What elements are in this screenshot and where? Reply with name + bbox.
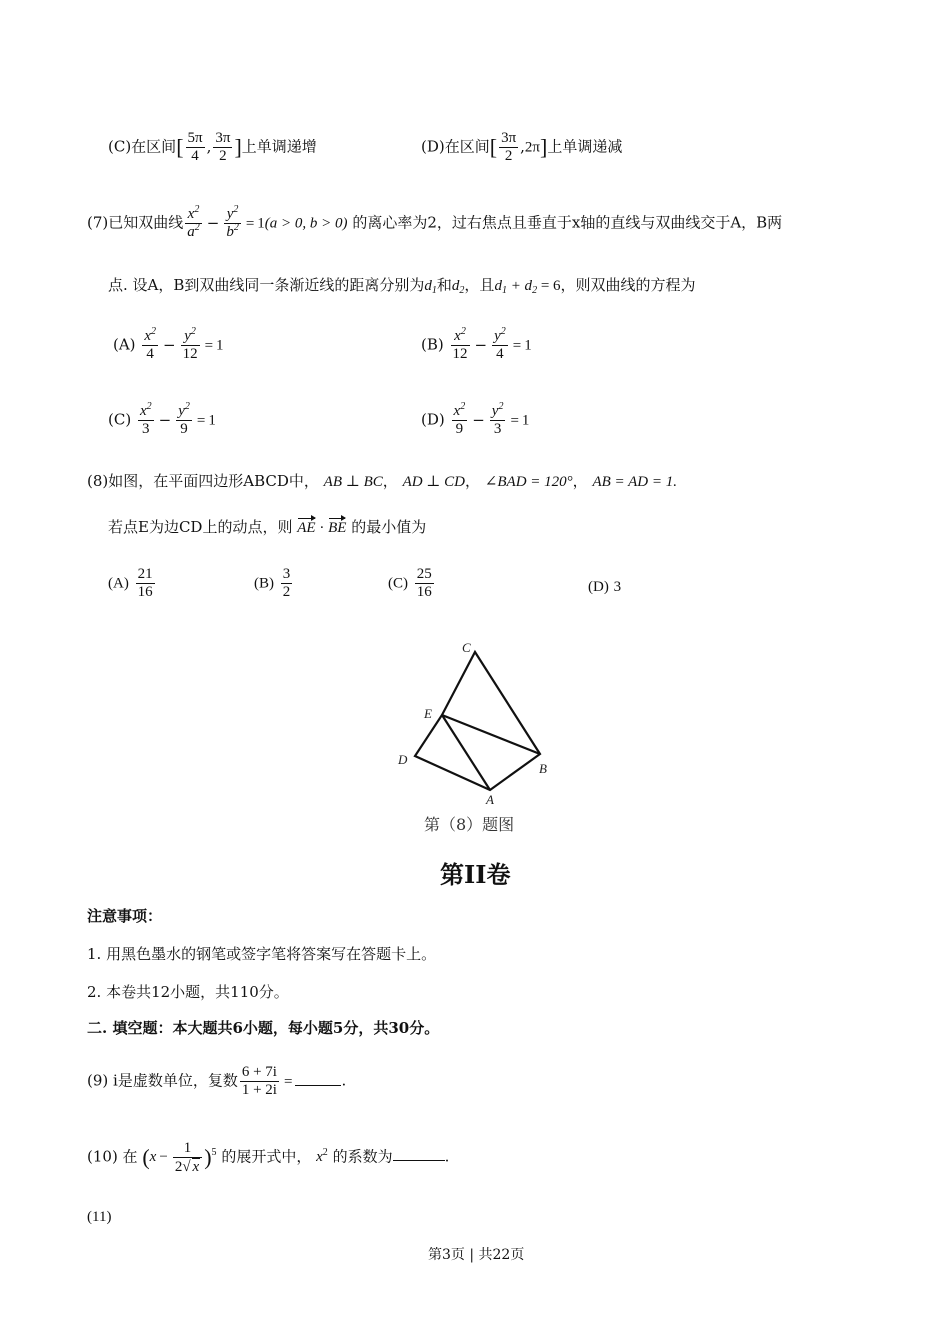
q7-line2: 点. 设A，B到双曲线同一条渐近线的距离分别为$d_1$和$d_2$，且$d_1 + d_2 = 6$，则双曲线的方程为: [108, 276, 696, 296]
notice-item-1: 1. 用黑色墨水的钢笔或签字笔将答案写在答题卡上。: [87, 945, 437, 963]
q7-line1: (7)已知双曲线 $\frac{x^2}{a^2}$ − $\frac{y^2}{b^2}$ = 1(a > 0, b > 0) 的离心率为2，过右焦点且垂直于x轴的直线与双曲线交于A，B两: [87, 204, 783, 240]
notice-heading: 注意事项：: [87, 907, 163, 925]
point-d-label: D: [398, 752, 408, 767]
answer-blank[interactable]: [393, 1148, 445, 1161]
q8-line2: 若点E为边CD上的动点，则 AE · BE 的最小值为: [108, 518, 427, 536]
q10: (10) 在 (x − $\frac{1}{2√ x}$ )$^5$ 的展开式中， $x^2$ 的系数为 .: [87, 1140, 450, 1175]
segment-eb: [442, 715, 540, 754]
q8-option-a: (A) $\frac{21}{16}$: [108, 566, 153, 600]
q7-option-a: (A) $\frac{x^2}{4}$ − $\frac{y^2}{12}$ = 1: [113, 326, 224, 362]
point-c-label: C: [462, 640, 471, 655]
q7-option-d: (D) $\frac{x^2}{9}$ − $\frac{y^2}{3}$ = 1: [421, 401, 530, 437]
section-heading: 二. 填空题：本大题共6小题，每小题5分，共30分。: [87, 1019, 440, 1037]
q8-option-b: (B) $\frac{3}{2}$: [254, 566, 291, 600]
q8-option-c: (C) $\frac{25}{16}$: [388, 566, 432, 600]
part-title: 第II卷: [440, 860, 511, 889]
q7-option-c: (C) $\frac{x^2}{3}$ − $\frac{y^2}{9}$ = 1: [108, 401, 216, 437]
q6-option-d: (D)在区间[ $\frac{3\pi}{2}$ ,2π]上单调递减: [421, 130, 623, 164]
q8-option-d: (D) 3: [588, 579, 622, 595]
q11-label: (11): [87, 1209, 112, 1225]
notice-item-2: 2. 本卷共12小题，共110分。: [87, 983, 289, 1001]
q9: (9) i是虚数单位，复数 $\frac{6 + 7i}{1 + 2i}$ = .: [87, 1064, 347, 1098]
point-e-label: E: [424, 706, 432, 721]
q8-figure: [390, 632, 560, 812]
point-a-label: A: [486, 792, 494, 807]
q8-line1: (8)如图，在平面四边形ABCD中， AB ⊥ BC， AD ⊥ CD， ∠BAD = 120°， AB = AD = 1.: [87, 472, 677, 490]
figure-caption: 第（8）题图: [424, 815, 515, 834]
answer-blank[interactable]: [295, 1073, 341, 1086]
q6-option-c: (C)在区间[ $\frac{5\pi}{4}$ , $\frac{3\pi}{2}$ ]上单调递增: [108, 130, 317, 164]
q7-option-b: (B) $\frac{x^2}{12}$ − $\frac{y^2}{4}$ = 1: [421, 326, 532, 362]
point-b-label: B: [539, 761, 547, 776]
page-footer: 第3页 | 共22页: [428, 1247, 525, 1263]
